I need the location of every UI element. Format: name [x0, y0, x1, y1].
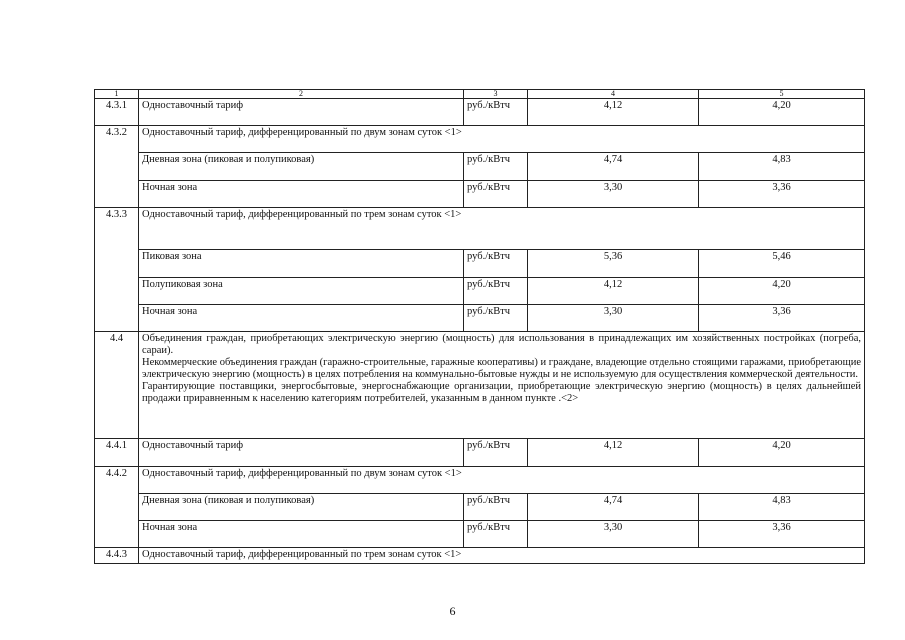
row-number: 4.4.3: [95, 548, 139, 564]
row-value-col5: 4,20: [699, 278, 865, 305]
column-number-4: 4: [528, 90, 699, 99]
row-value-col4: 4,74: [528, 153, 699, 181]
row-value-col4: 4,12: [528, 99, 699, 126]
row-unit: руб./кВтч: [464, 521, 528, 548]
row-value-col4: 3,30: [528, 305, 699, 332]
row-name: Одноставочный тариф, дифференцированный по трем зонам суток <1>: [139, 208, 865, 250]
column-number-5: 5: [699, 90, 865, 99]
table-row: [95, 126, 865, 153]
column-number-3: 3: [464, 90, 528, 99]
row-number: 4.4: [95, 332, 139, 439]
row-value-col4: 4,12: [528, 278, 699, 305]
row-unit: руб./кВтч: [464, 153, 528, 181]
row-value-col5: 5,46: [699, 250, 865, 278]
table-row: [95, 181, 865, 208]
table-row: [95, 467, 865, 494]
row-unit: руб./кВтч: [464, 181, 528, 208]
table-row: [95, 439, 865, 467]
row-value-col5: 3,36: [699, 521, 865, 548]
row-unit: руб./кВтч: [464, 278, 528, 305]
description-paragraph: Объединения граждан, приобретающих электрическую энергию (мощность) для использования в принадлежащих им хозяйственных постройках (погреба, сараи).: [142, 333, 861, 356]
row-value-col4: 3,30: [528, 181, 699, 208]
table-row: [95, 332, 865, 439]
row-name: Одноставочный тариф: [139, 439, 464, 467]
table-row: [95, 305, 865, 332]
row-value-col5: 4,20: [699, 99, 865, 126]
column-number-1: 1: [95, 90, 139, 99]
row-name: Ночная зона: [139, 521, 464, 548]
row-value-col4: 3,30: [528, 521, 699, 548]
row-unit: руб./кВтч: [464, 439, 528, 467]
row-number: 4.3.1: [95, 99, 139, 126]
table-row: [95, 494, 865, 521]
row-value-col5: 3,36: [699, 181, 865, 208]
row-unit: руб./кВтч: [464, 99, 528, 126]
table-row: [95, 99, 865, 126]
row-name: Дневная зона (пиковая и полупиковая): [139, 494, 464, 521]
table-row: [95, 208, 865, 250]
column-number-header-row: [95, 90, 865, 99]
row-number: 4.4.1: [95, 439, 139, 467]
table-row: [95, 153, 865, 181]
table-row: [95, 521, 865, 548]
row-unit: руб./кВтч: [464, 250, 528, 278]
row-name: Ночная зона: [139, 305, 464, 332]
row-name: Одноставочный тариф, дифференцированный по трем зонам суток <1>: [139, 548, 865, 564]
row-name: Одноставочный тариф, дифференцированный по двум зонам суток <1>: [139, 126, 865, 153]
row-name: Полупиковая зона: [139, 278, 464, 305]
row-number: 4.3.2: [95, 126, 139, 208]
description-paragraph: Гарантирующие поставщики, энергосбытовые, энергоснабжающие организации, приобретающие электрическую энергию (мощность) в целях дальнейшей продажи приравненным к населению категориям потребителей, указанным в данном пункте .<2>: [142, 381, 861, 404]
table-row: [95, 250, 865, 278]
row-value-col5: 3,36: [699, 305, 865, 332]
description-paragraph: Некоммерческие объединения граждан (гаражно-строительные, гаражные кооперативы) и граждане, владеющие отдельно стоящими гаражами, приобретающие электрическую энергию (мощность) в целях потребления на коммунально-бытовые нужды и не используемую для осуществления коммерческой деятельности.: [142, 357, 861, 380]
row-name: Одноставочный тариф: [139, 99, 464, 126]
row-name: Пиковая зона: [139, 250, 464, 278]
page-number: 6: [449, 604, 456, 618]
row-unit: руб./кВтч: [464, 305, 528, 332]
row-number: 4.3.3: [95, 208, 139, 332]
row-name: Одноставочный тариф, дифференцированный по двум зонам суток <1>: [139, 467, 865, 494]
row-unit: руб./кВтч: [464, 494, 528, 521]
row-description: [139, 332, 865, 439]
row-value-col4: 5,36: [528, 250, 699, 278]
row-value-col5: 4,83: [699, 153, 865, 181]
row-value-col5: 4,83: [699, 494, 865, 521]
table-row: [95, 278, 865, 305]
row-value-col4: 4,12: [528, 439, 699, 467]
row-value-col4: 4,74: [528, 494, 699, 521]
column-number-2: 2: [139, 90, 464, 99]
row-name: Ночная зона: [139, 181, 464, 208]
table-row: [95, 548, 865, 564]
row-value-col5: 4,20: [699, 439, 865, 467]
row-name: Дневная зона (пиковая и полупиковая): [139, 153, 464, 181]
row-number: 4.4.2: [95, 467, 139, 548]
tariff-table: [94, 89, 865, 564]
